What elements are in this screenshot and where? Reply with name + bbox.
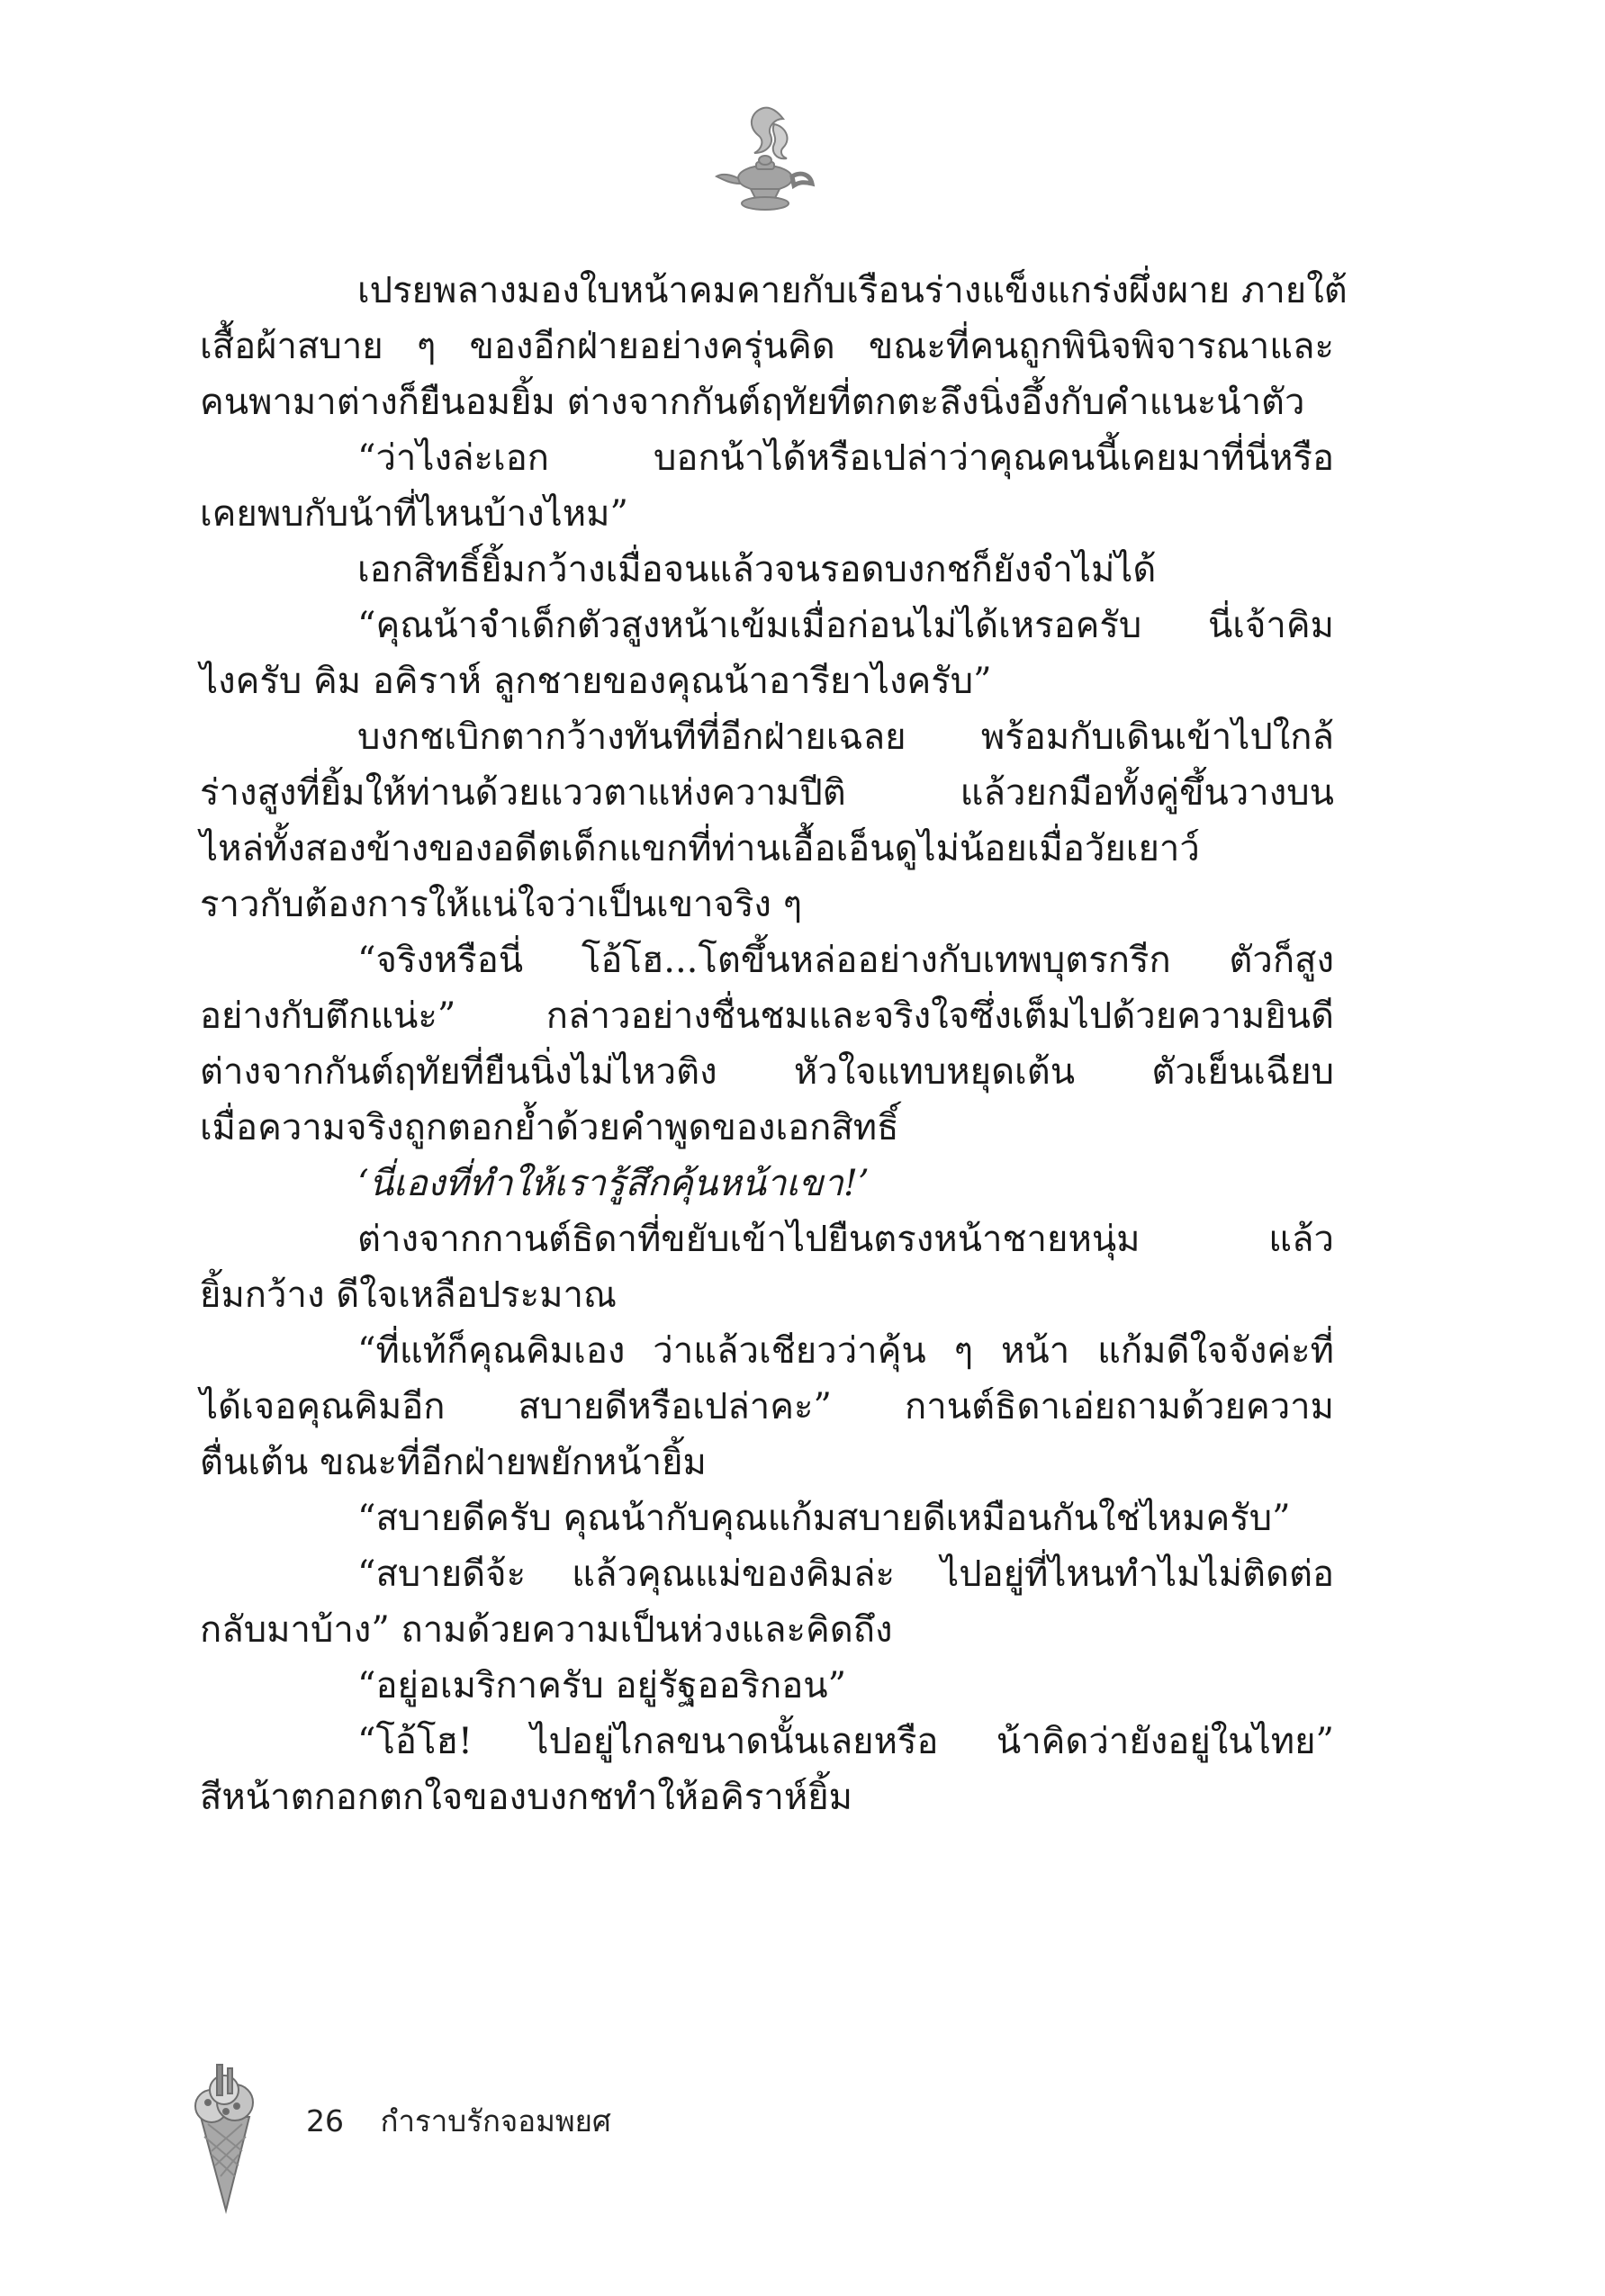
genie-lamp-icon <box>711 99 819 225</box>
text-line: ร่างสูงที่ยิ้มให้ท่านด้วยแววตาแห่งความปีติ แล้วยกมือทั้งคู่ขึ้นวางบน <box>200 772 1334 814</box>
text-line: เอกสิทธิ์ยิ้มกว้างเมื่อจนแล้วจนรอดบงกชก็ยังจำไม่ได้ <box>357 549 1157 590</box>
text-line: ต่างจากกานต์ธิดาที่ขยับเข้าไปยืนตรงหน้าชายหนุ่ม แล้ว <box>357 1219 1334 1260</box>
text-line: ได้เจอคุณคิมอีก สบายดีหรือเปล่าคะ” กานต์ธิดาเอ่ยถามด้วยความ <box>200 1386 1334 1427</box>
text-line: “คุณน้าจำเด็กตัวสูงหน้าเข้มเมื่อก่อนไม่ได้เหรอครับ นี่เจ้าคิม <box>357 605 1334 646</box>
text-line: เมื่อความจริงถูกตอกย้ำด้วยคำพูดของเอกสิทธิ์ <box>200 1107 899 1148</box>
text-line: ต่างจากกันต์ฤทัยที่ยืนนิ่งไม่ไหวติง หัวใจแทบหยุดเต้น ตัวเย็นเฉียบ <box>200 1051 1334 1093</box>
book-title: กำราบรักจอมพยศ <box>380 2103 611 2138</box>
text-line: ตื่นเต้น ขณะที่อีกฝ่ายพยักหน้ายิ้ม <box>200 1442 707 1483</box>
text-line: กลับมาบ้าง” ถามด้วยความเป็นห่วงและคิดถึง <box>200 1609 893 1651</box>
text-line: อย่างกับตึกแน่ะ” กล่าวอย่างชื่นชมและจริงใจซึ่งเต็มไปด้วยความยินดี <box>200 995 1334 1037</box>
text-line: “จริงหรือนี่ โอ้โฮ...โตขึ้นหล่ออย่างกับเทพบุตรกรีก ตัวก็สูง <box>357 940 1334 981</box>
text-line: ไงครับ คิม อคิราห์ ลูกชายของคุณน้าอารียาไงครับ” <box>200 661 992 702</box>
text-line: “โอ้โฮ! ไปอยู่ไกลขนาดนั้นเลยหรือ น้าคิดว่ายังอยู่ในไทย” <box>357 1721 1334 1762</box>
text-line: “สบายดีจ้ะ แล้วคุณแม่ของคิมล่ะ ไปอยู่ที่ไหนทำไมไม่ติดต่อ <box>357 1553 1334 1595</box>
text-line: “ที่แท้ก็คุณคิมเอง ว่าแล้วเชียวว่าคุ้น ๆ หน้า แก้มดีใจจังค่ะที่ <box>357 1330 1334 1372</box>
page-footer <box>306 2097 611 2145</box>
text-line: เสื้อผ้าสบาย ๆ ของอีกฝ่ายอย่างครุ่นคิด ขณะที่คนถูกพินิจพิจารณาและ <box>200 326 1334 367</box>
text-line: ราวกับต้องการให้แน่ใจว่าเป็นเขาจริง ๆ <box>200 884 803 925</box>
text-line: ยิ้มกว้าง ดีใจเหลือประมาณ <box>200 1274 618 1316</box>
page-number: 26 <box>306 2103 344 2138</box>
text-line: คนพามาต่างก็ยืนอมยิ้ม ต่างจากกันต์ฤทัยที่ตกตะลึงนิ่งอึ้งกับคำแนะนำตัว <box>200 382 1305 423</box>
text-line: ไหล่ทั้งสองข้างของอดีตเด็กแขกที่ท่านเอื้อเอ็นดูไม่น้อยเมื่อวัยเยาว์ <box>200 828 1200 869</box>
ice-cream-cone-icon <box>185 2061 266 2214</box>
text-line: “ว่าไงล่ะเอก บอกน้าได้หรือเปล่าว่าคุณคนนี้เคยมาที่นี่หรือ <box>357 437 1334 479</box>
text-line: “สบายดีครับ คุณน้ากับคุณแก้มสบายดีเหมือนกันใช่ไหมครับ” <box>357 1498 1291 1539</box>
text-line: เปรยพลางมองใบหน้าคมคายกับเรือนร่างแข็งแกร่งผึ่งผาย ภายใต้ <box>357 270 1348 311</box>
text-line: ‘นี่เองที่ทำให้เรารู้สึกคุ้นหน้าเขา!’ <box>357 1163 870 1204</box>
text-line: เคยพบกับน้าที่ไหนบ้างไหม” <box>200 493 628 535</box>
body-text <box>200 263 1348 1825</box>
text-line: สีหน้าตกอกตกใจของบงกชทำให้อคิราห์ยิ้ม <box>200 1777 852 1818</box>
text-line: บงกชเบิกตากว้างทันทีที่อีกฝ่ายเฉลย พร้อมกับเดินเข้าไปใกล้ <box>357 716 1334 758</box>
text-line: “อยู่อเมริกาครับ อยู่รัฐออริกอน” <box>357 1665 847 1706</box>
